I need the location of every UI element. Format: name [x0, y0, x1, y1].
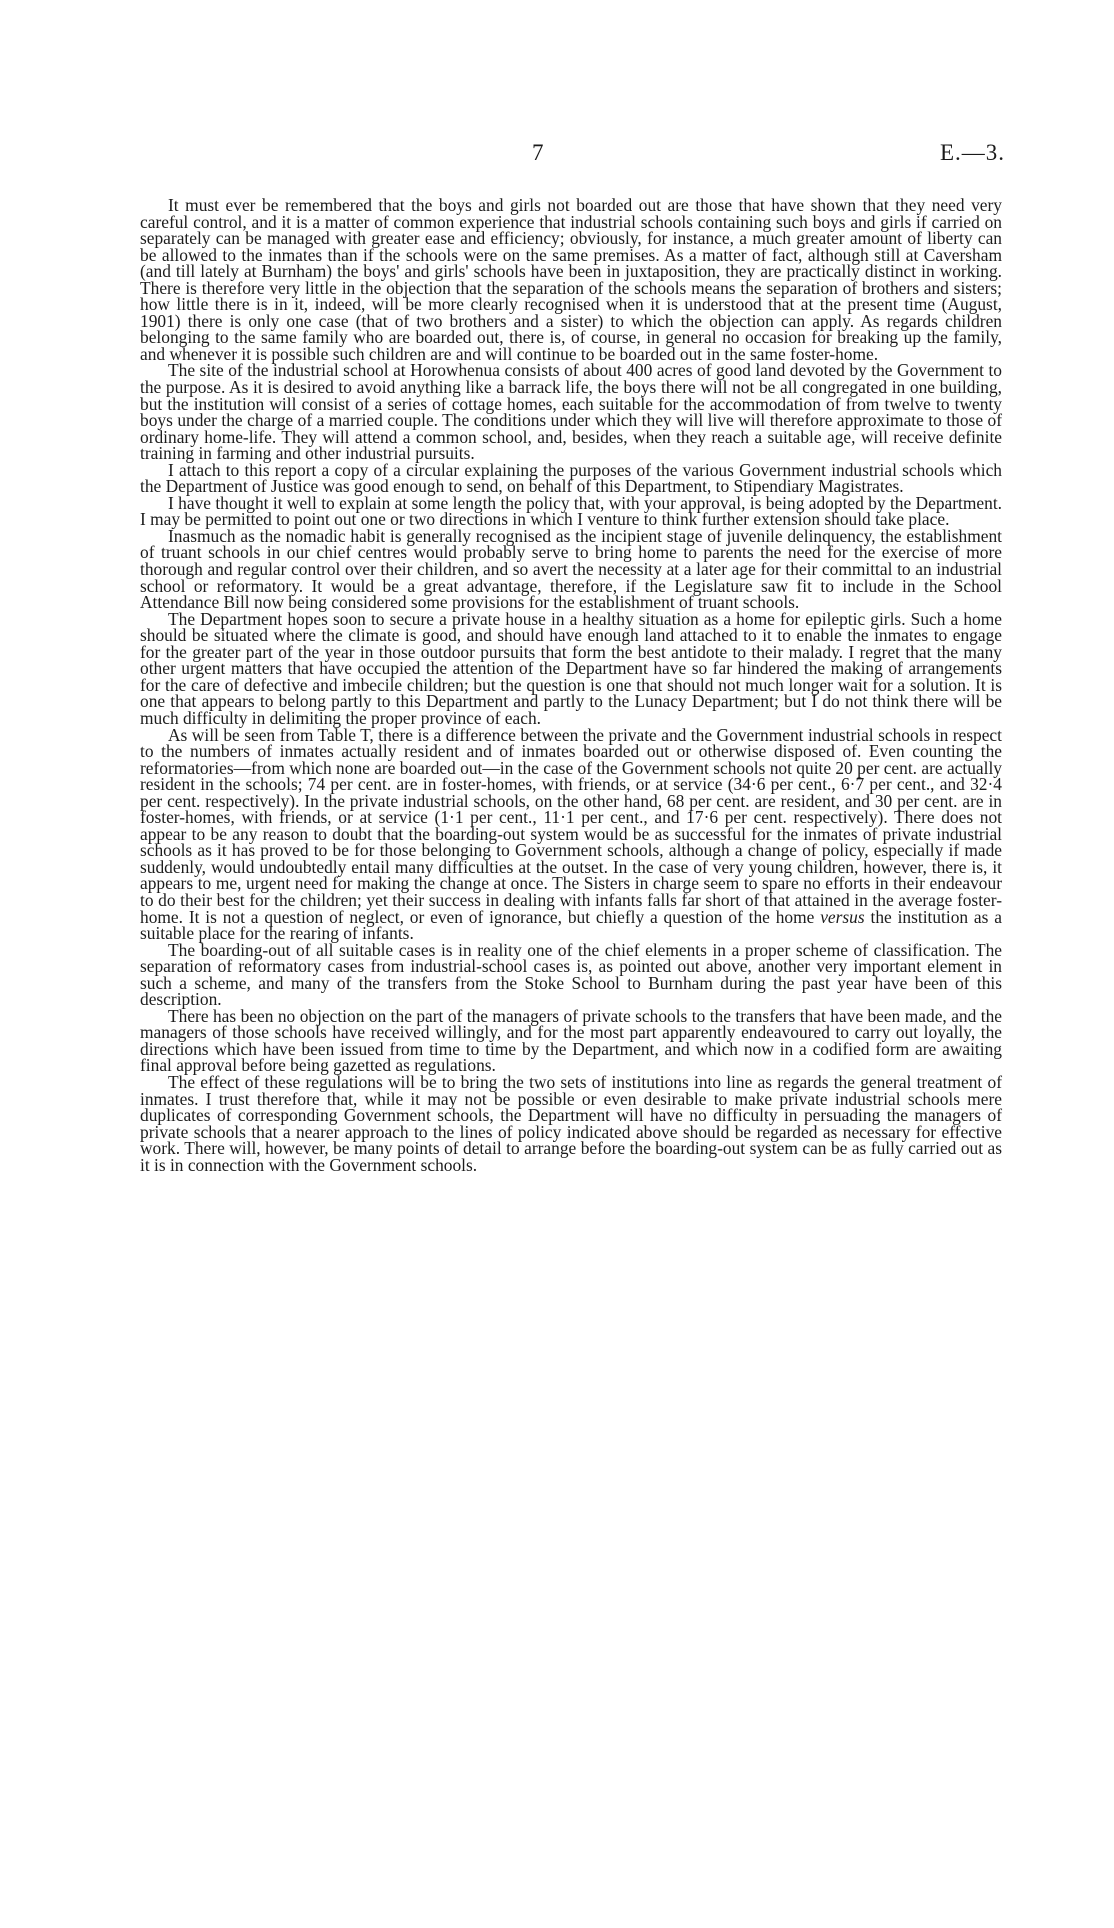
paragraph-circular: I attach to this report a copy of a circular explaining the purposes of the various Government industrial schools which the Department of Justice was good enough to send, on behalf of this Department, to Stipendiary Magistrates.	[140, 459, 1002, 497]
emphasis-versus: versus	[820, 906, 865, 927]
paragraph-regulations: The effect of these regulations will be to bring the two sets of institutions into line as regards the general treatment of inmates. I trust therefore that, while it may not be possible or even desirable to make private industrial schools mere duplicates of corresponding Government schools, the Department will have no difficulty in persuading the managers of private schools that a nearer approach to the lines of policy indicated above should be regarded as necessary for effective work. There will, however, be many points of detail to arrange before the boarding-out system can be as fully carried out as it is in connection with the Government schools.	[140, 1071, 1002, 1175]
paragraph-table-t	[140, 724, 1002, 944]
page-header	[0, 140, 1114, 174]
paragraph-boarding-control: It must ever be remembered that the boys and girls not boarded out are those that have shown that they need very careful control, and it is a matter of common experience that industrial schools containing such boys and girls if carried on separately can be managed with greater ease and efficiency; obviously, for instance, a much greater amount of liberty can be allowed to the inmates than if the schools were on the same premises. As a matter of fact, although still at Caversham (and till lately at Burnham) the boys' and girls' schools have been in juxtaposition, they are practically distinct in working. There is therefore very little in the objection that the separation of the schools means the separation of brothers and sisters; how little there is in it, indeed, will be more clearly recognised when it is understood that at the present time (August, 1901) there is only one case (that of two brothers and a sister) to which the objection can apply. As regards children belonging to the same family who are boarded out, there is, of course, in general no occasion for breaking up the family, and whenever it is possible such children are and will continue to be boarded out in the same foster-home.	[140, 195, 1002, 364]
paragraph-truant-schools: Inasmuch as the nomadic habit is generally recognised as the incipient stage of juvenile delinquency, the establishment of truant schools in our chief centres would probably serve to bring home to parents the need for the exercise of more thorough and regular control over their children, and so avert the necessity at a later age for their committal to an industrial school or reformatory. It would be a great advantage, therefore, if the Legislature saw fit to include in the School Attendance Bill now being considered some provisions for the establishment of truant schools.	[140, 525, 1002, 613]
paragraph-policy: I have thought it well to explain at some length the policy that, with your approval, is being adopted by the Department. I may be permitted to point out one or two directions in which I venture to think further extension should take place.	[140, 492, 1002, 530]
paragraph-managers: There has been no objection on the part of the managers of private schools to the transfers that have been made, and the managers of those schools have received willingly, and for the most part apparently endeavoured to carry out loyally, the directions which have been issued from time to time by the Department, and which now in a codified form are awaiting final approval before being gazetted as regulations.	[140, 1005, 1002, 1076]
body-text	[140, 197, 1002, 1173]
paragraph-classification: The boarding-out of all suitable cases is in reality one of the chief elements in a proper scheme of classification. The separation of reformatory cases from industrial-school cases is, as pointed out above, another very important element in such a scheme, and many of the transfers from the Stoke School to Burnham during the past year have been of this description.	[140, 939, 1002, 1010]
paragraph-epileptic-girls: The Department hopes soon to secure a private house in a healthy situation as a home for epileptic girls. Such a home should be situated where the climate is good, and should have enough land attached to it to enable the inmates to engage for the greater part of the year in those outdoor pursuits that form the best antidote to their malady. I regret that the many other urgent matters that have occupied the attention of the Department have so far hindered the making of arrangements for the care of defective and imbecile children; but the question is one that should not much longer wait for a solution. It is one that appears to belong partly to this Department and partly to the Lunacy Department; but I do not think there will be much difficulty in delimiting the proper province of each.	[140, 608, 1002, 728]
document-code: E.—3.	[940, 140, 1006, 165]
page-number: 7	[532, 140, 544, 165]
paragraph-horowhenua-site: The site of the industrial school at Horowhenua consists of about 400 acres of good land devoted by the Government to the purpose. As it is desired to avoid anything like a barrack life, the boys there will not be all congregated in one building, but the institution will consist of a series of cottage homes, each suitable for the accommodation of from twelve to twenty boys under the charge of a married couple. The conditions under which they will live will therefore approximate to those of ordinary home-life. They will attend a common school, and, besides, when they reach a suitable age, will receive definite training in farming and other industrial pursuits.	[140, 360, 1002, 464]
paragraph-table-t-tail: the institution as a suitable place for the rearing of infants.	[140, 906, 1002, 944]
paragraph-table-t-text: As will be seen from Table T, there is a difference between the private and the Government industrial schools in respect to the numbers of inmates actually resident and of inmates boarded out or otherwise disposed of. Even counting the reformatories—from which none are boarded out—in the case of the Government schools not quite 20 per cent. are actually resident in the schools; 74 per cent. are in foster-homes, with friends, or at service (34·6 per cent., 6·7 per cent., and 32·4 per cent. respectively). In the private industrial schools, on the other hand, 68 per cent. are resident, and 30 per cent. are in foster-homes, with friends, or at service (1·1 per cent., 11·1 per cent., and 17·6 per cent. respectively). There does not appear to be any reason to doubt that the boarding-out system would be as successful for the inmates of private industrial schools as it has proved to be for those belonging to Government schools, although a change of policy, especially if made suddenly, would undoubtedly entail many difficulties at the outset. In the case of very young children, however, there is, it appears to me, urgent need for making the change at once. The Sisters in charge seem to spare no efforts in their endeavour to do their best for the children; yet their success in dealing with infants falls far short of that attained in the average foster-home. It is not a question of neglect, or even of ignorance, but chiefly a question of the home	[140, 724, 1002, 927]
